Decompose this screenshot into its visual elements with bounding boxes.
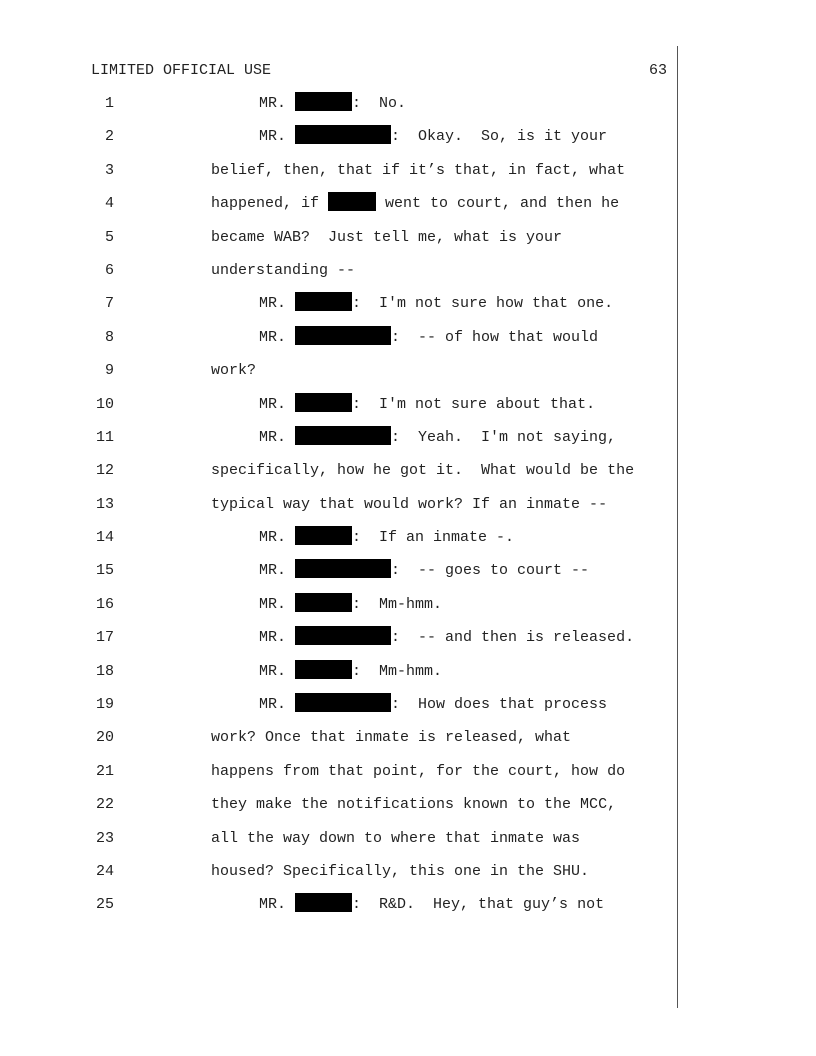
classification-header: LIMITED OFFICIAL USE: [91, 62, 272, 79]
transcript-line: [0, 123, 816, 156]
line-text: [259, 324, 598, 351]
redaction-box: [295, 426, 391, 445]
speaker-colon: :: [391, 562, 419, 580]
redaction-box: [295, 660, 352, 679]
line-text: [259, 691, 607, 718]
line-text: [211, 190, 619, 217]
speaker-colon: :: [391, 128, 419, 146]
utterance: Okay. So, is it your: [418, 128, 608, 146]
speaker-title: MR.: [259, 629, 296, 647]
redaction-box: [295, 92, 352, 111]
line-text: typical way that would work? If an inmate --: [211, 495, 608, 513]
speaker-title: MR.: [259, 562, 296, 580]
utterance: I'm not sure about that.: [379, 395, 596, 413]
speaker-title: MR.: [259, 896, 296, 914]
line-number: 8: [104, 328, 114, 346]
line-number: 21: [95, 762, 114, 780]
speaker-title: MR.: [259, 395, 296, 413]
line-number: 14: [95, 529, 114, 547]
transcript-line: [0, 290, 816, 323]
transcript-line: [0, 257, 816, 290]
transcript-line: [0, 357, 816, 390]
line-text: all the way down to where that inmate was: [211, 829, 581, 847]
line-number: 7: [104, 295, 114, 313]
line-number: 3: [104, 161, 114, 179]
redaction-box: [295, 526, 352, 545]
line-text: belief, then, that if it’s that, in fact, what: [211, 161, 626, 179]
redaction-box: [295, 626, 391, 645]
utterance: If an inmate -.: [379, 529, 515, 547]
speaker-colon: :: [352, 295, 380, 313]
line-text: happens from that point, for the court, how do: [211, 762, 626, 780]
line-text: [259, 290, 613, 317]
line-text: [259, 90, 406, 117]
transcript-line: [0, 891, 816, 924]
speaker-title: MR.: [259, 595, 296, 613]
transcript-line: [0, 724, 816, 757]
transcript-line: [0, 491, 816, 524]
speaker-colon: :: [391, 328, 419, 346]
utterance: Yeah. I'm not saying,: [418, 428, 617, 446]
speaker-colon: :: [352, 395, 380, 413]
line-text: specifically, how he got it. What would be the: [211, 462, 635, 480]
utterance: R&D. Hey, that guy’s not: [379, 896, 605, 914]
speaker-title: MR.: [259, 295, 296, 313]
transcript-line: [0, 758, 816, 791]
speaker-title: MR.: [259, 428, 296, 446]
speaker-colon: :: [352, 896, 380, 914]
utterance: -- and then is released.: [418, 629, 635, 647]
utterance: I'm not sure how that one.: [379, 295, 614, 313]
line-number: 4: [104, 195, 114, 213]
line-number: 9: [104, 362, 114, 380]
transcript-line: [0, 624, 816, 657]
speaker-colon: :: [352, 529, 380, 547]
transcript-line: [0, 791, 816, 824]
line-text: [259, 591, 442, 618]
transcript-line: [0, 825, 816, 858]
line-number: 16: [95, 595, 114, 613]
line-number: 12: [95, 462, 114, 480]
redaction-box: [295, 125, 391, 144]
line-number: 25: [95, 896, 114, 914]
transcript-line: [0, 224, 816, 257]
speaker-title: MR.: [259, 529, 296, 547]
utterance: -- goes to court --: [418, 562, 590, 580]
line-number: 23: [95, 829, 114, 847]
transcript-line: [0, 858, 816, 891]
text-after-redaction: went to court, and then he: [376, 195, 620, 213]
redaction-box: [295, 292, 352, 311]
line-number: 17: [95, 629, 114, 647]
transcript-lines: [0, 90, 816, 925]
line-text: [259, 658, 442, 685]
transcript-line: [0, 658, 816, 691]
transcript-line: [0, 391, 816, 424]
speaker-colon: :: [391, 696, 419, 714]
redaction-box: [295, 693, 391, 712]
redaction-box: [295, 559, 391, 578]
utterance: No.: [379, 95, 407, 112]
transcript-line: [0, 691, 816, 724]
transcript-line: [0, 190, 816, 223]
utterance: -- of how that would: [418, 328, 599, 346]
utterance: Mm-hmm.: [379, 595, 443, 613]
utterance: How does that process: [418, 696, 608, 714]
redaction-box: [328, 192, 376, 211]
transcript-line: [0, 90, 816, 123]
line-text: [259, 391, 595, 418]
transcript-line: [0, 424, 816, 457]
line-number: 18: [95, 662, 114, 680]
line-number: 13: [95, 495, 114, 513]
line-text: work?: [211, 362, 257, 380]
line-number: 15: [95, 562, 114, 580]
line-number: 10: [95, 395, 114, 413]
line-number: 20: [95, 729, 114, 747]
line-text: [259, 524, 514, 551]
transcript-line: [0, 157, 816, 190]
text-before-redaction: happened, if: [211, 195, 329, 213]
line-number: 5: [104, 228, 114, 246]
line-number: 6: [104, 261, 114, 279]
line-number: 11: [95, 428, 114, 446]
line-number: 22: [95, 796, 114, 814]
transcript-line: [0, 324, 816, 357]
line-number: 2: [104, 128, 114, 146]
line-text: became WAB? Just tell me, what is your: [211, 228, 563, 246]
transcript-line: [0, 557, 816, 590]
speaker-colon: :: [352, 95, 380, 112]
speaker-colon: :: [352, 595, 380, 613]
transcript-line: [0, 524, 816, 557]
redaction-box: [295, 326, 391, 345]
speaker-title: MR.: [259, 662, 296, 680]
redaction-box: [295, 593, 352, 612]
line-number: 1: [104, 95, 114, 112]
redaction-box: [295, 393, 352, 412]
line-number: 24: [95, 862, 114, 880]
line-text: they make the notifications known to the MCC,: [211, 796, 617, 814]
transcript-line: [0, 591, 816, 624]
line-text: [259, 624, 634, 651]
line-number: 19: [95, 696, 114, 714]
utterance: Mm-hmm.: [379, 662, 443, 680]
line-text: housed? Specifically, this one in the SHU.: [211, 862, 590, 880]
speaker-title: MR.: [259, 95, 296, 112]
line-text: understanding --: [211, 261, 356, 279]
page-number: 63: [648, 62, 667, 79]
line-text: [259, 891, 604, 918]
redaction-box: [295, 893, 352, 912]
speaker-colon: :: [391, 629, 419, 647]
speaker-title: MR.: [259, 696, 296, 714]
line-text: [259, 557, 589, 584]
speaker-colon: :: [352, 662, 380, 680]
speaker-title: MR.: [259, 128, 296, 146]
line-text: [259, 123, 607, 150]
transcript-line: [0, 457, 816, 490]
line-text: [259, 424, 616, 451]
line-text: work? Once that inmate is released, what: [211, 729, 572, 747]
speaker-colon: :: [391, 428, 419, 446]
speaker-title: MR.: [259, 328, 296, 346]
